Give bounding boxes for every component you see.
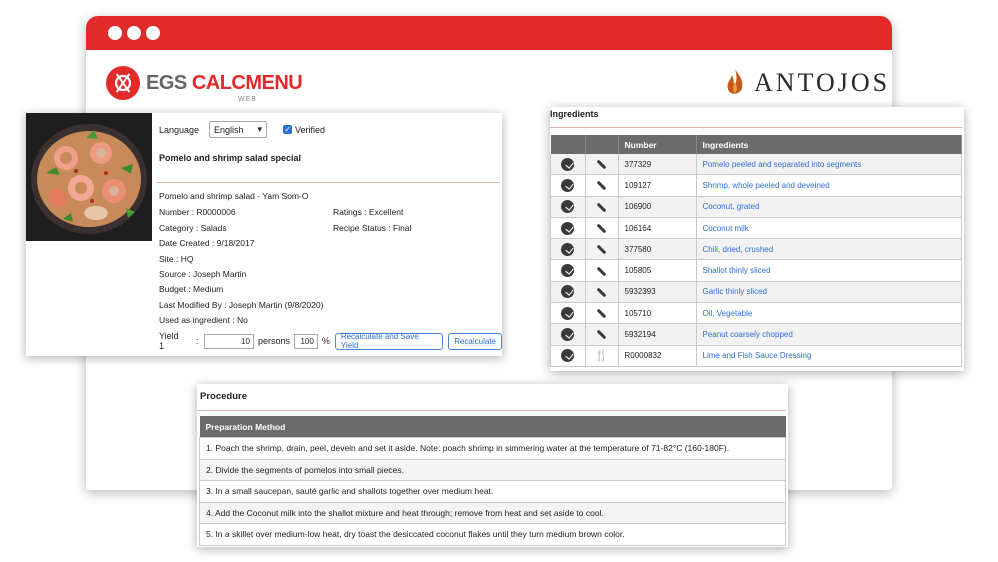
window-dot-3[interactable] <box>146 26 160 40</box>
ingredient-link[interactable]: Lime and Fish Sauce Dressing <box>696 345 962 366</box>
procedure-step-row <box>200 502 786 524</box>
percent-sign: % <box>321 336 330 346</box>
ingredient-row[interactable] <box>551 175 962 196</box>
procedure-card <box>197 384 788 547</box>
recipe-photo <box>26 113 152 241</box>
logo-prefix: EGS <box>146 71 187 94</box>
ingredient-status-icon[interactable] <box>561 264 574 277</box>
procedure-step: 4. Add the Coconut milk into the shallot mixture and heat through; remove from heat and set aside to cool. <box>200 502 786 524</box>
recipe-details-card <box>26 113 502 356</box>
ingredient-link[interactable]: Chili, dried, crushed <box>696 239 962 260</box>
knife-icon <box>597 330 607 340</box>
recipe-number: Number : R0000006 <box>159 207 236 217</box>
procedure-step-row <box>200 481 786 503</box>
recipe-subtitle: Pomelo and shrimp salad - Yam Som-O <box>159 191 309 201</box>
logo-name: CALCMENU <box>191 71 303 94</box>
knife-icon <box>597 202 607 212</box>
ingredient-link[interactable]: Coconut, grated <box>696 196 962 217</box>
recipe-source: Source : Joseph Martin <box>159 269 247 279</box>
used-as-ingredient: Used as ingredient : No <box>159 315 248 325</box>
app-logo[interactable] <box>106 62 302 104</box>
procedure-step: 5. In a skillet over medium-low heat, dry toast the desiccated coconut flakes until they turn medium brown color. <box>200 524 786 546</box>
ingredient-number: 377580 <box>618 239 696 260</box>
ingredient-row[interactable] <box>551 345 962 366</box>
procedure-step-row <box>200 438 786 460</box>
procedure-step: 3. In a small saucepan, sauté garlic and shallots together over medium heat. <box>200 481 786 503</box>
yield-label: Yield 1 <box>159 331 179 351</box>
ingredient-row[interactable] <box>551 324 962 345</box>
ingredient-number: 106164 <box>618 217 696 238</box>
knife-icon <box>597 266 607 276</box>
recipe-site: Site : HQ <box>159 254 194 264</box>
procedure-step: 2. Divide the segments of pomelos into small pieces. <box>200 459 786 481</box>
ingredient-row[interactable] <box>551 281 962 302</box>
ingredient-row[interactable] <box>551 217 962 238</box>
ingredient-row[interactable] <box>551 196 962 217</box>
divider <box>197 410 786 411</box>
recalculate-button[interactable]: Recalculate <box>448 333 502 350</box>
procedure-heading: Procedure <box>200 391 247 402</box>
recipe-ratings: Ratings : Excellent <box>333 207 404 217</box>
ingredient-number: 105805 <box>618 260 696 281</box>
col-number[interactable]: Number <box>618 135 696 154</box>
procedure-table <box>199 416 786 546</box>
ingredient-row[interactable] <box>551 260 962 281</box>
ingredient-link[interactable]: Peanut coarsely chopped <box>696 324 962 345</box>
knife-icon <box>597 287 607 297</box>
yield-row <box>159 331 502 351</box>
ingredient-number: 5932393 <box>618 281 696 302</box>
col-ingredients[interactable]: Ingredients <box>696 135 962 154</box>
verified-checkbox[interactable]: ✓ <box>284 125 291 134</box>
knife-icon <box>597 223 607 233</box>
chevron-down-icon: ▾ <box>257 124 263 134</box>
knife-icon <box>597 160 607 170</box>
chef-logo-icon <box>106 66 140 100</box>
col-status <box>551 135 586 154</box>
ingredient-row[interactable] <box>551 303 962 324</box>
recipe-category: Category : Salads <box>159 223 227 233</box>
ingredient-link[interactable]: Garlic thinly sliced <box>696 281 962 302</box>
window-dot-1[interactable] <box>108 26 122 40</box>
recipe-budget: Budget : Medium <box>159 284 224 294</box>
ingredient-status-icon[interactable] <box>561 222 574 235</box>
language-label: Language <box>159 124 200 135</box>
ingredient-number: 105710 <box>618 303 696 324</box>
procedure-step-row <box>200 524 786 546</box>
yield-colon: : <box>195 336 199 346</box>
title-bar <box>86 16 892 50</box>
ingredient-link[interactable]: Shrimp, whole peeled and deveined <box>696 175 962 196</box>
recipe-status: Recipe Status : Final <box>333 223 412 233</box>
brand-name: ANTOJOS <box>754 68 891 97</box>
ingredient-status-icon[interactable] <box>561 243 574 256</box>
recalculate-save-yield-button[interactable]: Recalculate and Save Yield <box>335 333 443 350</box>
ingredient-status-icon[interactable] <box>561 179 574 192</box>
ingredient-link[interactable]: Pomelo peeled and separated into segments <box>696 154 962 175</box>
yield-percent-input[interactable]: 100 <box>294 334 318 349</box>
last-modified: Last Modified By : Joseph Martin (9/8/2020) <box>159 300 324 310</box>
ingredient-status-icon[interactable] <box>561 307 574 320</box>
ingredient-row[interactable] <box>551 154 962 175</box>
col-preparation-method: Preparation Method <box>200 416 786 438</box>
ingredient-number: 109127 <box>618 175 696 196</box>
ingredient-number: 5932194 <box>618 324 696 345</box>
ingredient-status-icon[interactable] <box>561 158 574 171</box>
ingredient-link[interactable]: Coconut milk <box>696 217 962 238</box>
divider <box>156 182 500 183</box>
knife-icon <box>597 245 607 255</box>
ingredient-row[interactable] <box>551 239 962 260</box>
persons-label: persons <box>257 336 290 346</box>
ingredient-status-icon[interactable] <box>561 200 574 213</box>
cutlery-icon: 🍴 <box>594 350 609 363</box>
ingredients-heading: Ingredients <box>550 109 599 119</box>
procedure-step-row <box>200 459 786 481</box>
col-type <box>585 135 618 154</box>
date-created: Date Created : 9/18/2017 <box>159 238 255 248</box>
language-value: English <box>214 124 244 135</box>
ingredient-number: 106900 <box>618 196 696 217</box>
divider <box>550 127 962 128</box>
ingredient-number: R0000832 <box>618 345 696 366</box>
ingredient-number: 377329 <box>618 154 696 175</box>
knife-icon <box>597 309 607 319</box>
ingredient-status-icon[interactable] <box>561 349 574 362</box>
language-select[interactable] <box>209 121 267 138</box>
knife-icon <box>597 181 607 191</box>
verified-label: Verified <box>295 124 326 135</box>
ingredient-link[interactable]: Oil, Vegetable <box>696 303 962 324</box>
logo-subtitle: WEB <box>238 96 257 103</box>
brand-logo <box>724 68 890 98</box>
yield-quantity-input[interactable]: 10 <box>204 334 254 349</box>
flame-icon <box>724 68 746 98</box>
ingredients-table <box>550 135 962 367</box>
ingredients-card <box>550 107 964 371</box>
recipe-title: Pomelo and shrimp salad special <box>159 153 302 163</box>
ingredient-status-icon[interactable] <box>561 285 574 298</box>
window-dot-2[interactable] <box>127 26 141 40</box>
procedure-step: 1. Poach the shrimp, drain, peel, devein and set it aside. Note: poach shrimp in simmering water at the temperature of 71-82°C (160-180F). <box>200 438 786 460</box>
ingredient-status-icon[interactable] <box>561 328 574 341</box>
ingredient-link[interactable]: Shallot thinly sliced <box>696 260 962 281</box>
